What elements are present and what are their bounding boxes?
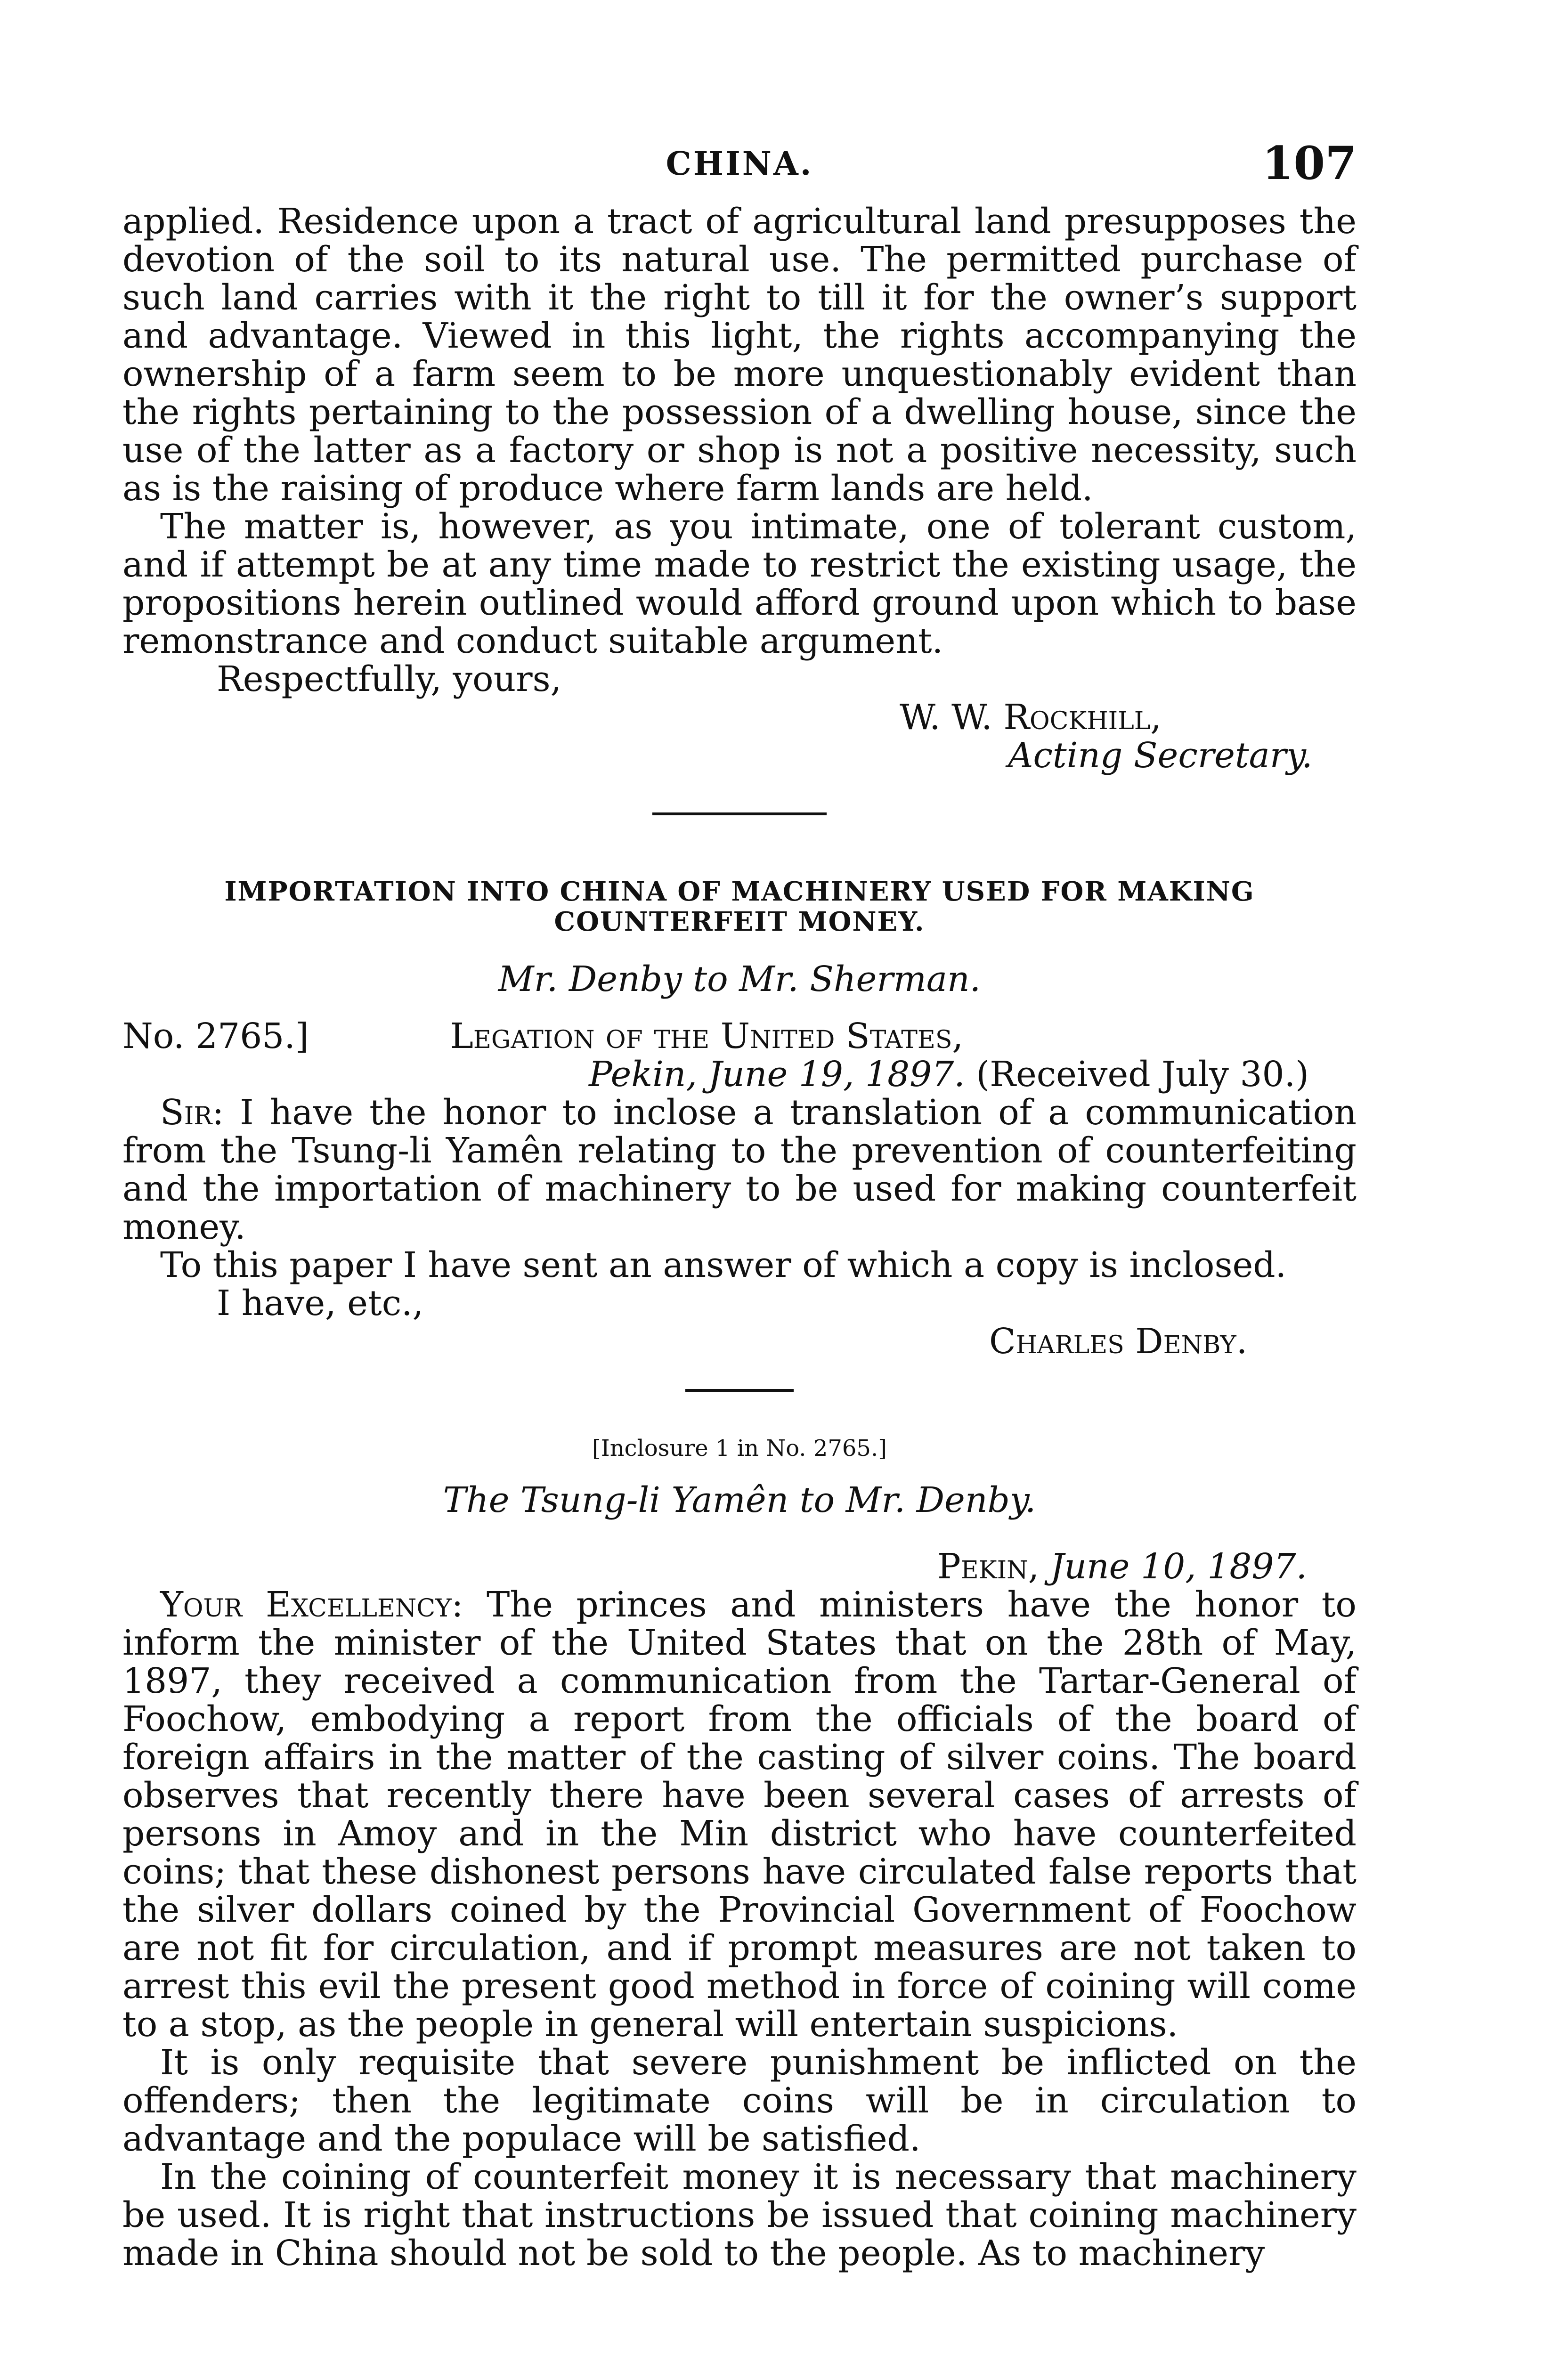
- salutation: Sir: [160, 1092, 212, 1133]
- letter-meta-row: [122, 1017, 1357, 1056]
- page-number: 107: [1262, 137, 1357, 190]
- page-body: [122, 203, 1357, 2273]
- closing: I have, etc.,: [217, 1283, 424, 1324]
- received-date: (Received July 30.): [976, 1054, 1309, 1095]
- closing: Respectfully, yours,: [217, 659, 562, 699]
- letter-place-date-line: [122, 1056, 1357, 1094]
- letter-place-date-line: [122, 1548, 1357, 1586]
- paragraph: [122, 1586, 1357, 2044]
- paragraph: To this paper I have sent an answer of which a copy is inclosed.: [160, 1245, 1287, 1285]
- paragraph: In the coining of counterfeit money it is necessary that machinery be used. It is right that instructions be issued that coining machinery made in China should not be sold to the people. As to machinery: [122, 2157, 1357, 2274]
- place: Pekin,: [937, 1546, 1040, 1587]
- paragraph-text: : I have the honor to inclose a translation of a communication from the Tsung-li Yamên relating to the prevention of counterfeiting and the importation of machinery to be used for making counterfeit money.: [122, 1092, 1357, 1247]
- paragraph-text: : The princes and ministers have the honor to inform the minister of the United States that on the 28th of May, 1897, they received a communication from the Tartar-General of Foochow, embodying a report from the officials of the board of foreign affairs in the matter of the casting of silver coins. The board observes that recently there have been several cases of arrests of persons in Amoy and in the Min district who have counterfeited coins; that these dishonest persons have circulated false reports that the silver dollars coined by the Provincial Government of Foochow are not fit for circulation, and if prompt measures are not taken to arrest this evil the present good method in force of coining will come to a stop, as the people in general will entertain suspicions.: [122, 1584, 1357, 2045]
- signer-name: Charles Denby.: [989, 1321, 1248, 1362]
- salutation: Your Excellency: [160, 1584, 452, 1625]
- signer-name: W. W. Rockhill,: [900, 697, 1162, 738]
- paragraph: The matter is, however, as you intimate, one of tolerant custom, and if attempt be at any time made to restrict the existing usage, the propositions herein outlined would afford ground upon which to base remonstrance and conduct suitable argument.: [122, 506, 1357, 661]
- signer-title: Acting Secretary.: [1008, 735, 1313, 776]
- paragraph: [122, 1094, 1357, 1246]
- paragraph: applied. Residence upon a tract of agricultural land presupposes the devotion of the soil to its natural use. The permitted purchase of such land carries with it the right to till it for the owner’s support and advantage. Viewed in this light, the rights accompanying the ownership of a farm seem to be more unquestionably evident than the rights pertaining to the possession of a dwelling house, since the use of the latter as a factory or shop is not a positive necessity, such as is the raising of produce where farm lands are held.: [122, 201, 1357, 509]
- running-head: CHINA.: [666, 145, 813, 183]
- paragraph: It is only requisite that severe punishment be inflicted on the offenders; then the legitimate coins will be in circulation to advantage and the populace will be satisfied.: [122, 2042, 1357, 2159]
- letter-from-to: Mr. Denby to Mr. Sherman.: [498, 959, 981, 999]
- letter-from-to: The Tsung-li Yamên to Mr. Denby.: [443, 1480, 1036, 1520]
- section-heading-line-1: IMPORTATION INTO CHINA OF MACHINERY USED FOR MAKING: [224, 876, 1255, 907]
- dispatch-number: No. 2765.]: [122, 1016, 309, 1056]
- date: June 10, 1897.: [1050, 1546, 1308, 1587]
- inclosure-label: [Inclosure 1 in No. 2765.]: [592, 1435, 887, 1462]
- legation-name: Legation of the United States,: [450, 1016, 964, 1056]
- section-heading-line-2: COUNTERFEIT MONEY.: [554, 906, 925, 937]
- place-date: Pekin, June 19, 1897.: [589, 1054, 965, 1095]
- page-header: [122, 137, 1357, 188]
